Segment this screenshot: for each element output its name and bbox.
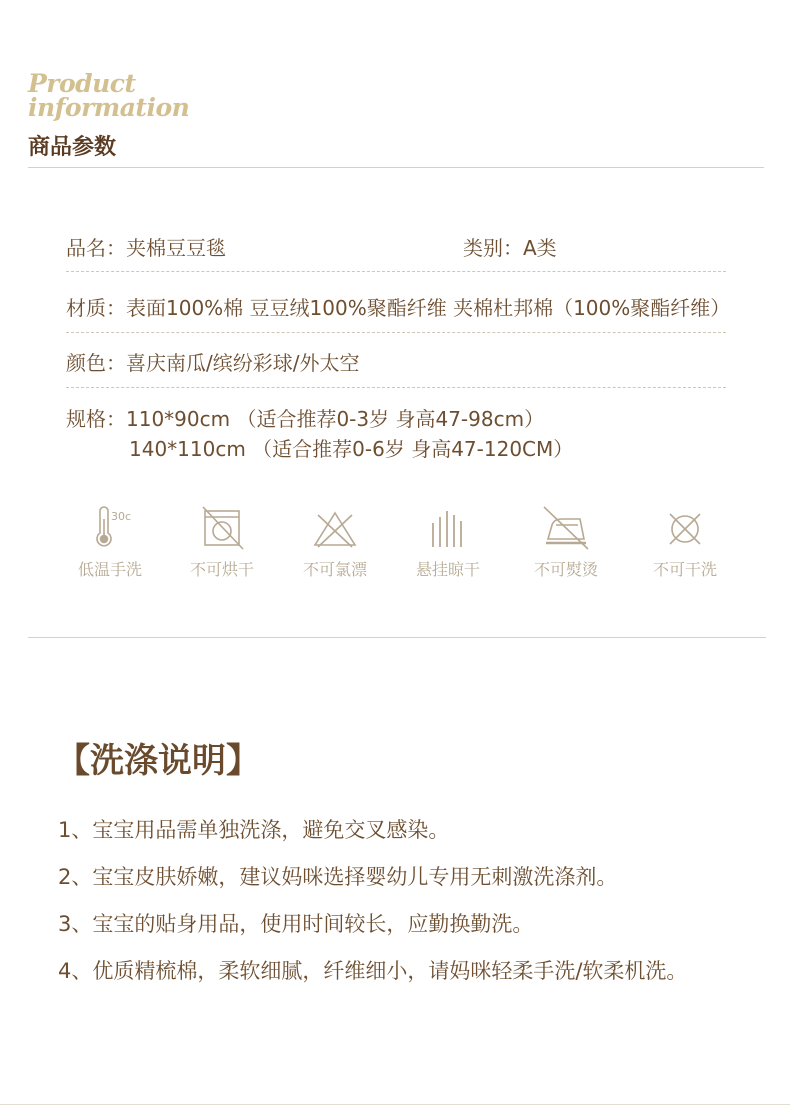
section-divider <box>28 637 766 638</box>
color-value: 喜庆南瓜/缤纷彩球/外太空 <box>126 351 360 375</box>
size-line-1: 110*90cm （适合推荐0-3岁 身高47-98cm） <box>126 407 545 431</box>
care-item-no-dry-clean <box>635 505 735 580</box>
title-chinese: 商品参数 <box>28 135 117 160</box>
care-symbols <box>60 505 740 585</box>
dotted-divider <box>66 271 726 272</box>
line-dry-icon <box>423 505 473 551</box>
thermometer-30c-icon <box>85 505 135 551</box>
no-tumble-dry-icon <box>197 505 247 551</box>
spec-row-material <box>66 292 730 321</box>
no-bleach-icon <box>310 505 360 551</box>
size-line-2: 140*110cm （适合推荐0-6岁 身高47-120CM） <box>129 437 574 461</box>
care-label: 悬挂晾干 <box>415 560 480 579</box>
spec-row-name <box>66 232 557 261</box>
category-label: 类别： <box>463 236 523 260</box>
care-label: 不可氯漂 <box>302 560 367 579</box>
dotted-divider <box>66 387 726 388</box>
care-item-line-dry <box>398 505 498 580</box>
no-iron-icon <box>540 505 592 551</box>
care-label: 不可干洗 <box>652 560 717 579</box>
header-divider <box>28 167 764 168</box>
dotted-divider <box>66 332 726 333</box>
spec-row-color <box>66 347 359 376</box>
care-item-no-bleach <box>285 505 385 580</box>
title-english-line2: information <box>28 93 190 122</box>
list-item: 3、宝宝的贴身用品，使用时间较长，应勤换勤洗。 <box>58 912 534 936</box>
material-value: 表面100%棉 豆豆绒100%聚酯纤维 夹棉杜邦棉（100%聚酯纤维） <box>126 296 731 320</box>
svg-text:30c: 30c <box>111 510 132 523</box>
size-label: 规格： <box>66 407 126 431</box>
care-item-no-iron <box>516 505 616 580</box>
list-item: 2、宝宝皮肤娇嫩，建议妈咪选择婴幼儿专用无刺激洗涤剂。 <box>58 865 618 889</box>
name-label: 品名： <box>66 236 126 260</box>
care-label: 不可烘干 <box>189 560 254 579</box>
care-item-low-temp-hand-wash <box>60 505 160 580</box>
color-label: 颜色： <box>66 351 126 375</box>
list-item: 1、宝宝用品需单独洗涤，避免交叉感染。 <box>58 818 450 842</box>
list-item: 4、优质精梳棉，柔软细腻，纤维细小，请妈咪轻柔手洗/软柔机洗。 <box>58 959 688 983</box>
title-english-line1: Product <box>28 69 136 98</box>
wash-instructions-title: 【洗涤说明】 <box>56 741 260 781</box>
care-label: 低温手洗 <box>77 560 142 579</box>
category-field <box>463 232 557 261</box>
wash-instructions-list <box>58 815 687 1003</box>
category-value: A类 <box>523 236 557 260</box>
no-dry-clean-icon <box>660 505 710 551</box>
title-english <box>28 69 190 122</box>
care-item-no-tumble-dry <box>172 505 272 580</box>
name-value: 夹棉豆豆毯 <box>126 236 226 260</box>
care-label: 不可熨烫 <box>533 560 598 579</box>
material-label: 材质： <box>66 296 126 320</box>
spec-row-size <box>66 404 573 464</box>
